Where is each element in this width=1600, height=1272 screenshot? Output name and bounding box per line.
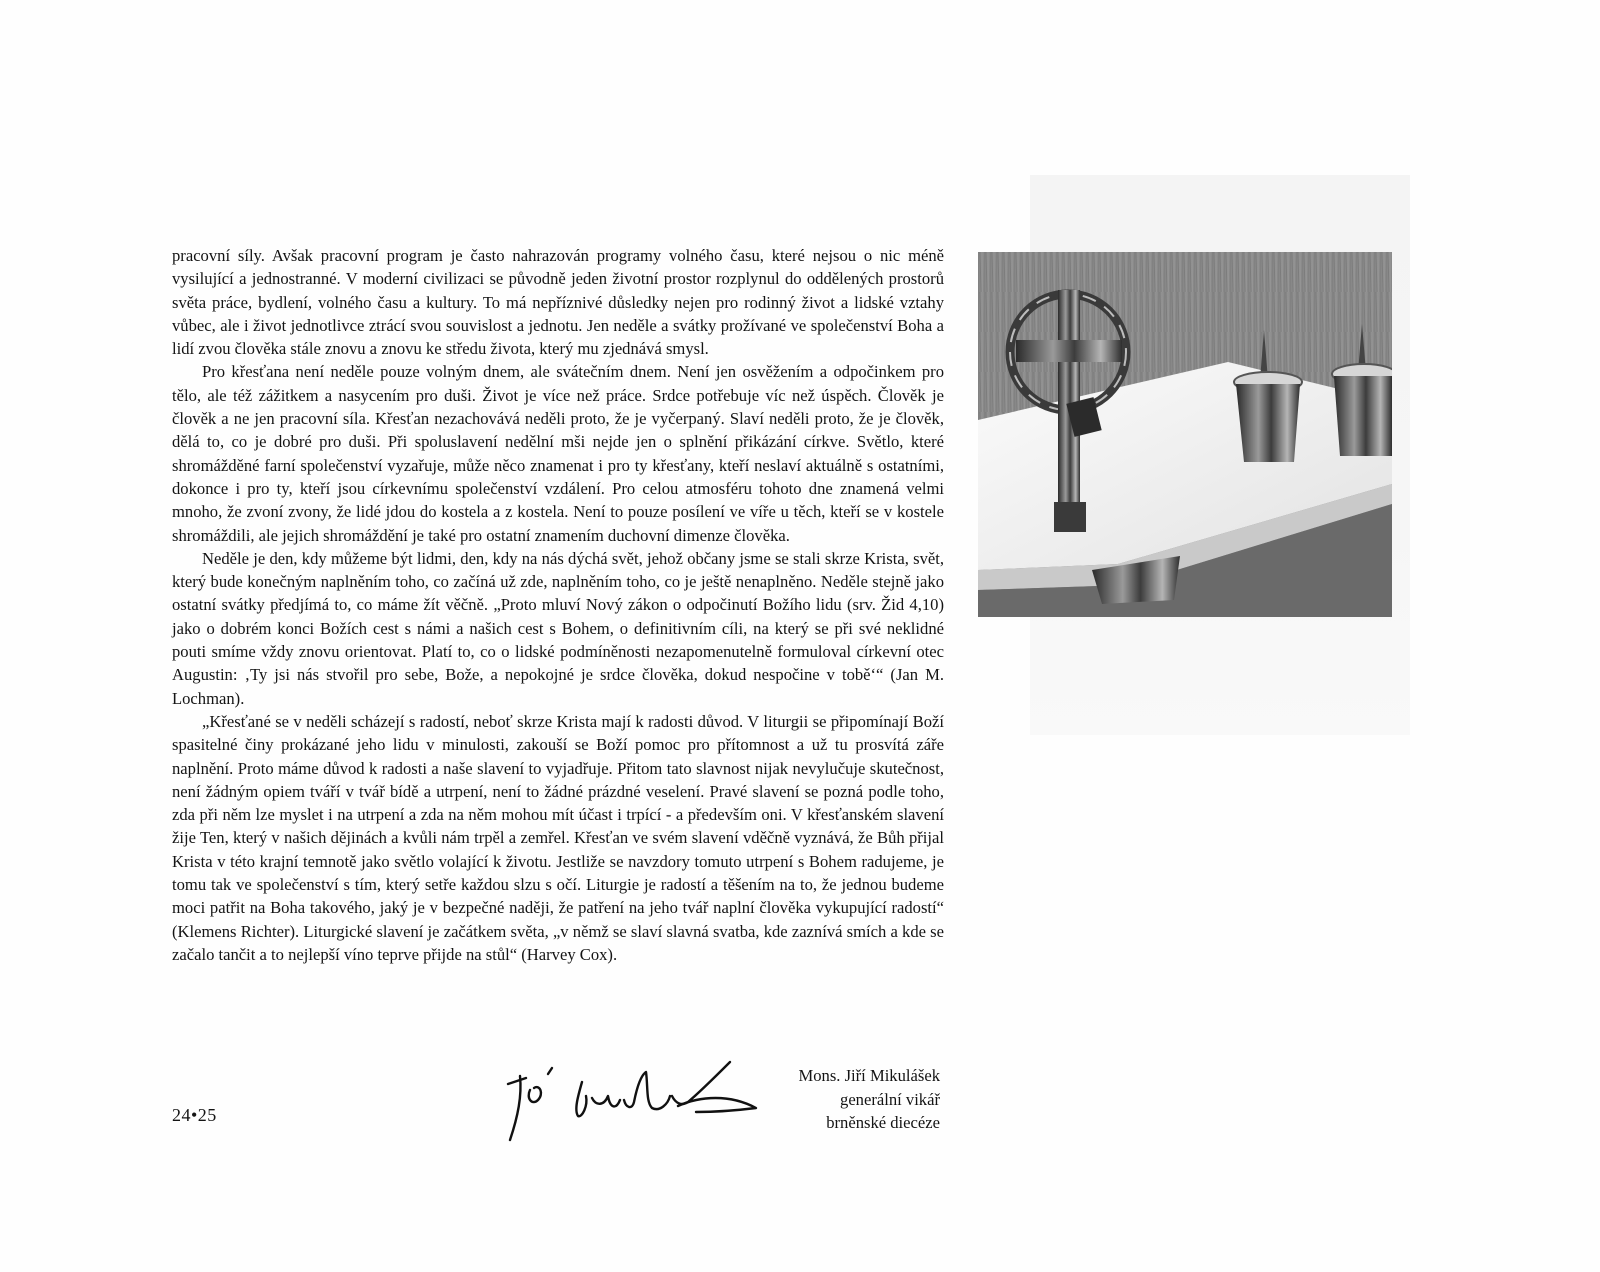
signer-diocese: brněnské diecéze: [826, 1113, 940, 1132]
signer-name: Mons. Jiří Mikulášek: [798, 1066, 940, 1085]
handwritten-signature: [500, 1056, 770, 1146]
paragraph-3: Neděle je den, kdy můžeme být lidmi, den, kdy na nás dýchá svět, jehož občany jsme se stali skrze Krista, svět, který bude konečným naplněním toho, co začíná už zde, naplněním toho, co je ještě nenaplněno. Neděle stejně jako ostatní svátky předjímá to, co máme žít věčně. „Proto mluví Nový zákon o odpočinutí Božího lidu (srv. Žid 4,10) jako o dobrém konci Božích cest s námi a našich cest s Bohem, o definitivním cíli, na který se při své neklidné pouti smíme vždy znovu orientovat. Platí to, co o lidské podmíněnosti nezapomenutelně formuloval církevní otec Augustin: ‚Ty jsi nás stvořil pro sebe, Bože, a nepokojné je srdce člověka, dokud nespočine v tobě‘“ (Jan M. Lochman).: [172, 548, 944, 708]
paragraph-1: pracovní síly. Avšak pracovní program je často nahrazován programy volného času, které nejsou o nic méně vysilující a jednostranné. V moderní civilizaci se původně jeden životní prostor rozplynul do oddělených prostorů světa práce, bydlení, volného času a kultury. To má nepříznivé důsledky nejen pro rodinný život a lidské vztahy vůbec, ale i život jednotlivce ztrácí svou souvislost a jednotu. Jen neděle a svátky prožívané ve společenství Boha a lidí zvou člověka stále znovu a znovu ke středu života, který mu zjednává smysl.: [172, 246, 944, 359]
paragraph-2: Pro křesťana není neděle pouze volným dnem, ale svátečním dnem. Není jen osvěžením a odpočinkem pro tělo, ale též zážitkem a nasycením pro duši. Život je více než práce. Srdce potřebuje víc než úspěch. Člověk je člověk a ne jen pracovní síla. Křesťan nezachovává neděli proto, že je vyčerpaný. Slaví neděli proto, že je člověk, dělá to, co je dobré pro duši. Při spoluslavení nedělní mši nejde jen o splnění přikázání církve. Světlo, které shromážděné farní společenství vyzařuje, může něco znamenat i pro ty křesťany, kteří neslaví aktuálně s ostatními, dokonce i pro ty, kteří jsou církevnímu společenství vzdálení. Pro celou atmosféru tohoto dne znamená velmi mnoho, že zvoní zvony, že lidé jdou do kostela a z kostela. Není to pouze posílení ve víře u těch, kteří se v kostele shromáždili, ale jejich shromáždění je také pro ostatní znamením duchovní dimenze člověka.: [172, 362, 944, 545]
signer-block: [740, 1064, 940, 1135]
paragraph-4: „Křesťané se v neděli scházejí s radostí, neboť skrze Krista mají k radosti důvod. V liturgii se připomínají Boží spasitelné činy prokázané jeho lidu v minulosti, zakouší se Boží pomoc pro přítomnost a už tu prosvítá záře naplnění. Proto máme důvod k radosti a naše slavení to vyjadřuje. Přitom tato slavnost nijak nevylučuje skutečnost, není žádným opiem tváří v tvář bídě a utrpení, není to žádné prázdné veselení. Pravé slavení se pozná podle toho, zda při něm lze myslet i na utrpení a zda na něm mohou mít účast i trpící - a především oni. V křesťanském slavení žije Ten, který v našich dějinách a kvůli nám trpěl a zemřel. Křesťan ve svém slavení vděčně vyznává, že Bůh přijal Krista v této krajní temnotě jako světlo volající k životu. Jestliže se navzdory tomuto utrpení s Bohem radujeme, je tomu tak ve společenství s tím, který setře každou slzu s očí. Liturgie je radostí a těšením na to, že jednou budeme moci patřit na Boha takového, jaký je v bezpečné naději, že patření na jeho tvář naplní člověka vykupující radostí“ (Klemens Richter). Liturgické slavení je začátkem světa, „v němž se slaví slavná svatba, kde zaznívá smích a kde se začalo tančit a to nejlepší víno teprve přijde na stůl“ (Harvey Cox).: [172, 711, 944, 964]
signer-role: generální vikář: [840, 1089, 940, 1109]
article-text: [172, 244, 944, 966]
photo-altar-cross-candlesticks: [978, 252, 1392, 617]
page-number: 24•25: [172, 1105, 217, 1125]
